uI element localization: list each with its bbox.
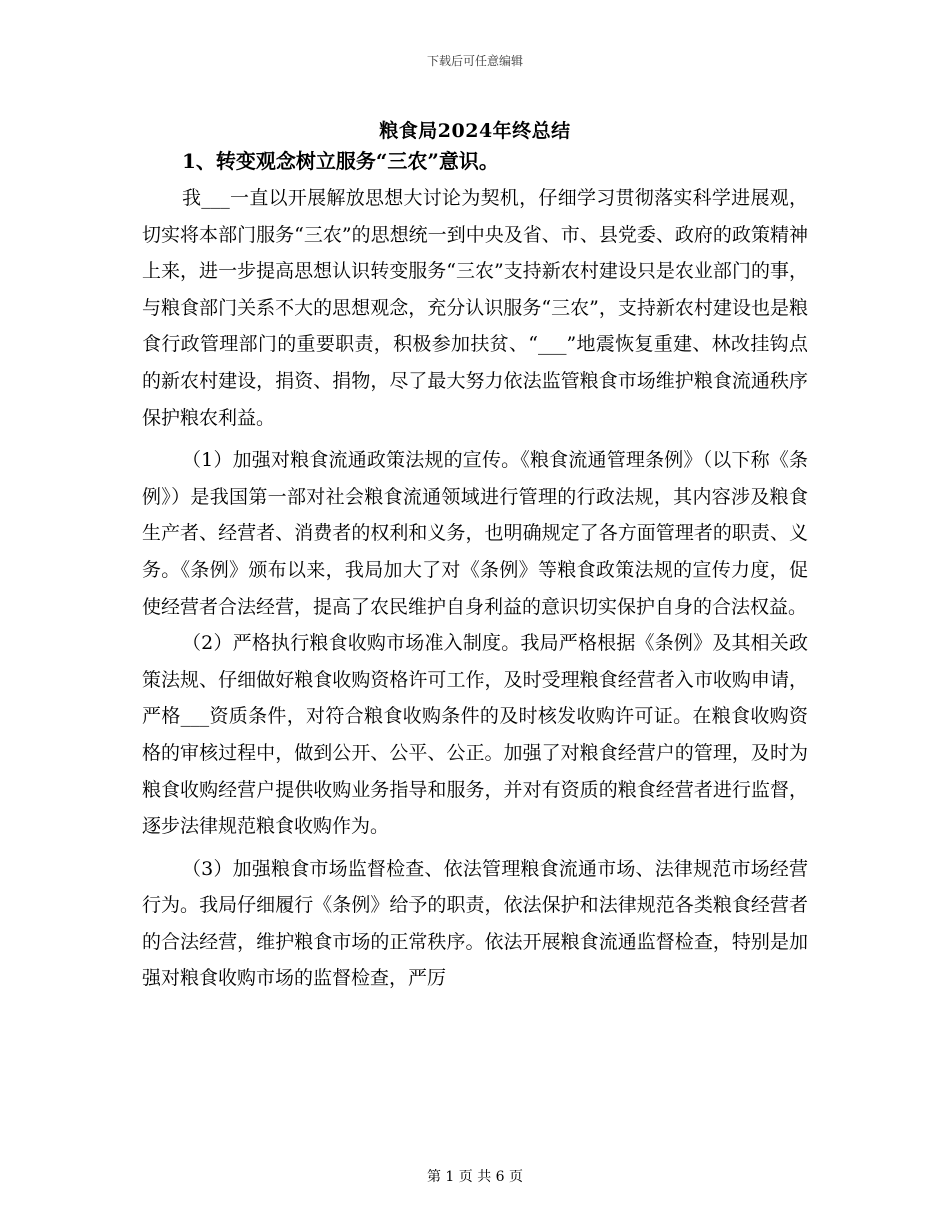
section-heading: 1、转变观念树立服务“三农”意识。 <box>182 149 499 173</box>
paragraph-4: （3）加强粮食市场监督检查、依法管理粮食流通市场、法律规范市场经营行为。我局仔细履行《条例》给予的职责，依法保护和法律规范各类粮食经营者的合法经营，维护粮食市场的正常秩序。依法开展粮食流通监督检查，特别是加强对粮食收购市场的监督检查，严厉 <box>142 857 808 990</box>
paragraph-2: （1）加强对粮食流通政策法规的宣传。《粮食流通管理条例》（以下称《条例》）是我国第一部对社会粮食流通领域进行管理的行政法规，其内容涉及粮食生产者、经营者、消费者的权利和义务，也明确规定了各方面管理者的职责、义务。《条例》颁布以来，我局加大了对《条例》等粮食政策法规的宣传力度，促使经营者合法经营，提高了农民维护自身利益的意识切实保护自身的合法权益。 <box>142 449 808 618</box>
paragraph-3: （2）严格执行粮食收购市场准入制度。我局严格根据《条例》及其相关政策法规、仔细做好粮食收购资格许可工作，及时受理粮食经营者入市收购申请，严格___资质条件，对符合粮食收购条件的及时核发收购许可证。在粮食收购资格的审核过程中，做到公开、公平、公正。加强了对粮食经营户的管理，及时为粮食收购经营户提供收购业务指导和服务，并对有资质的粮食经营者进行监督，逐步法律规范粮食收购作为。 <box>142 632 808 838</box>
page-footer: 第 1 页 共 6 页 <box>426 1169 524 1185</box>
document-body <box>142 142 808 997</box>
paragraph-1: 我___一直以开展解放思想大讨论为契机，仔细学习贯彻落实科学进展观，切实将本部门服务“三农”的思想统一到中央及省、市、县党委、政府的政策精神上来，进一步提高思想认识转变服务“三农”支持新农村建设只是农业部门的事，与粮食部门关系不大的思想观念，充分认识服务“三农”，支持新农村建设也是粮食行政管理部门的重要职责，积极参加扶贫、“___”地震恢复重建、林改挂钩点的新农村建设，捐资、捐物，尽了最大努力依法监管粮食市场维护粮食流通秩序保护粮农利益。 <box>142 187 808 429</box>
document-title: 粮食局2024年终总结 <box>379 120 571 142</box>
page-header-note: 下载后可任意编辑 <box>426 54 523 68</box>
